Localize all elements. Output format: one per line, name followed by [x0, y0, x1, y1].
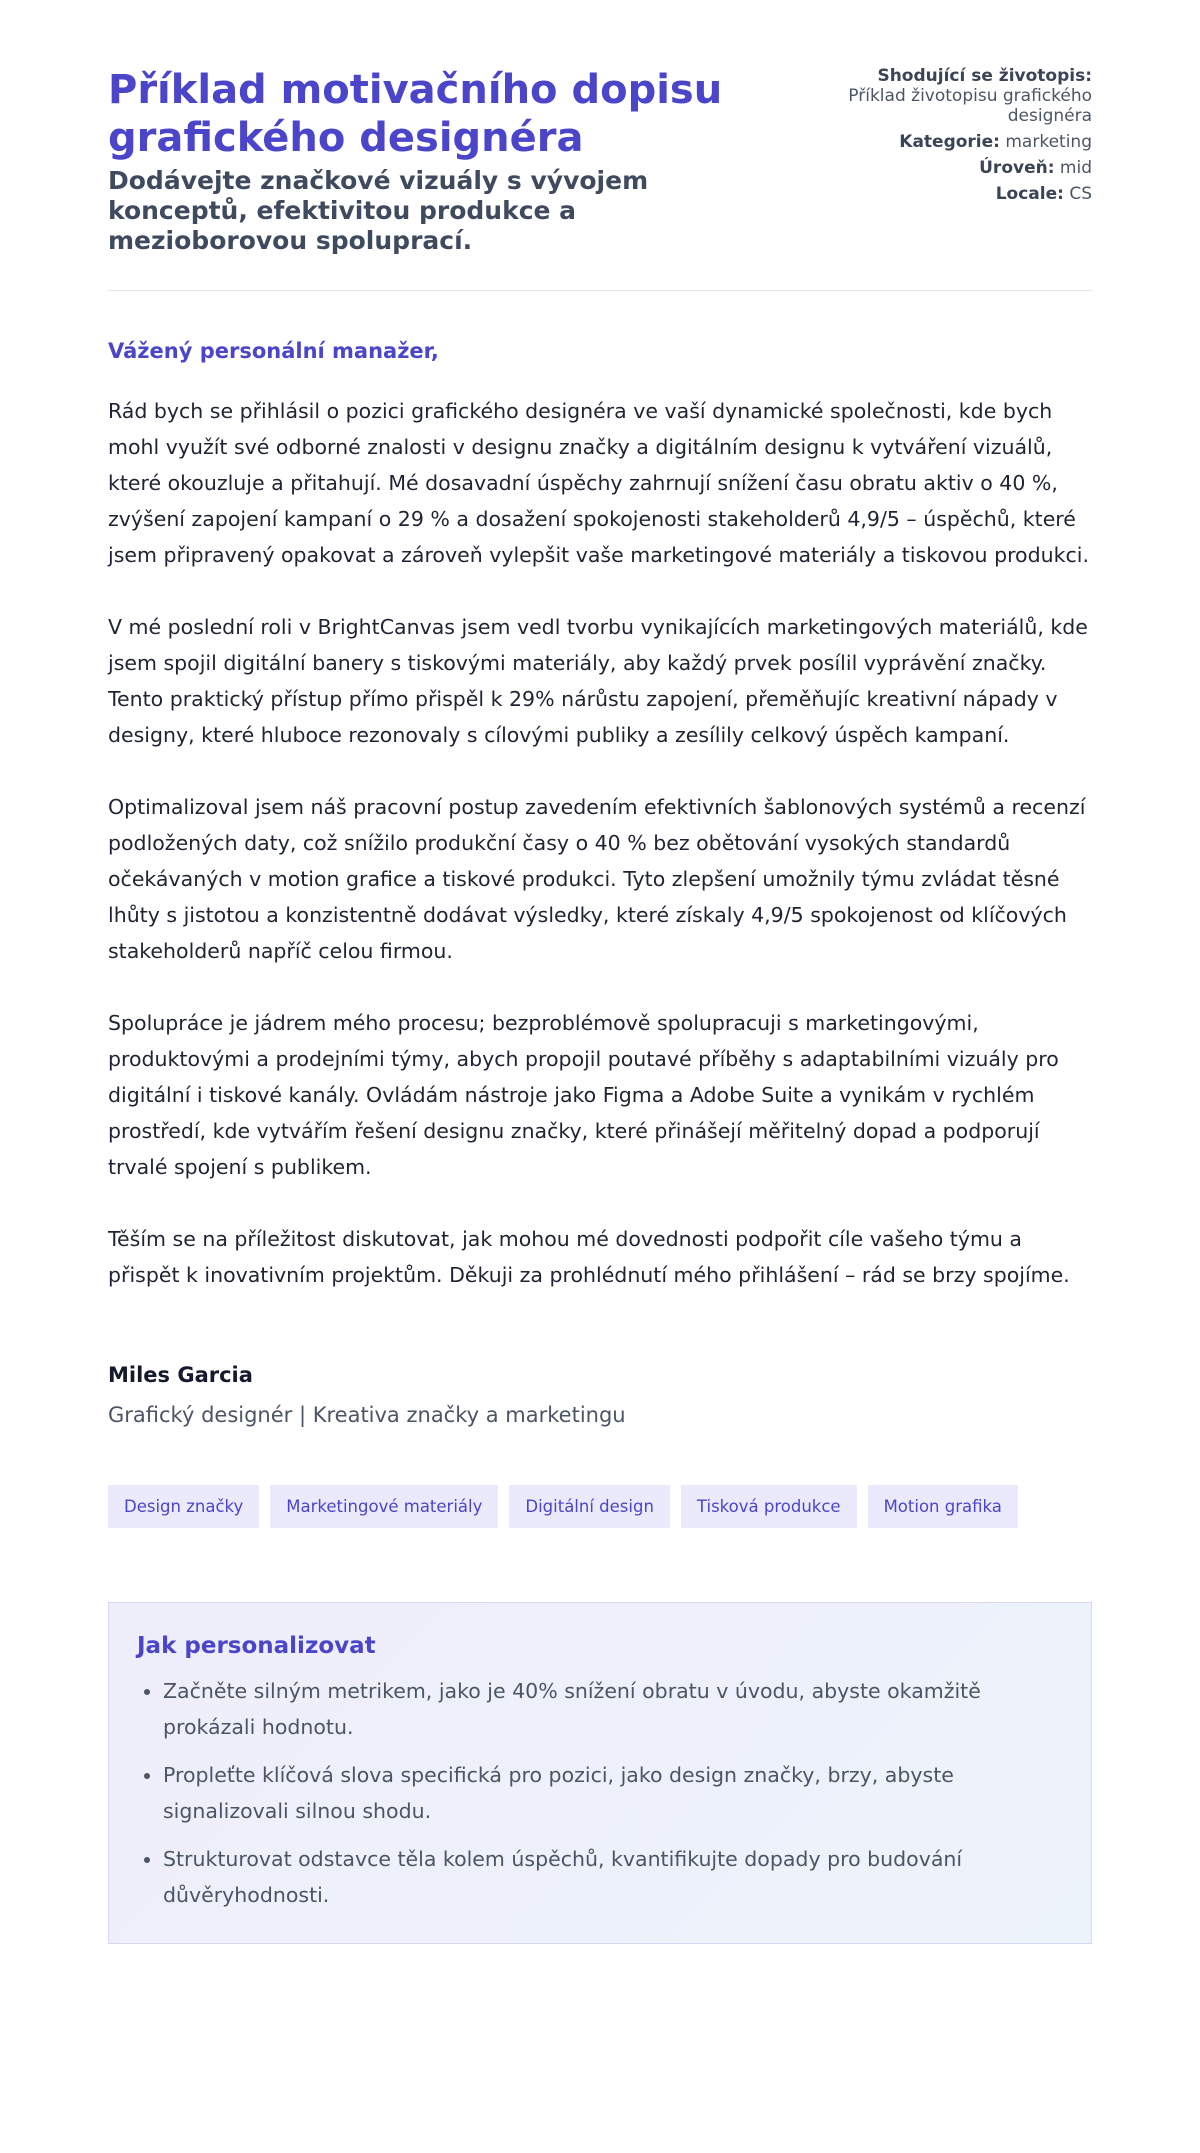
personalization-tips	[108, 1602, 1092, 1944]
meta-category	[792, 132, 1092, 152]
tip-item: • Propleťte klíčová slova specifická pro pozici, jako design značky, brzy, abyste signalizovali silnou shodu.	[163, 1757, 1063, 1829]
header-titles	[108, 66, 748, 256]
meta-matching-resume	[792, 66, 1092, 126]
tip-item: • Začněte silným metrikem, jako je 40% snížení obratu v úvodu, abyste okamžitě prokázali hodnotu.	[163, 1673, 1063, 1745]
meta-matching-resume-label: Shodující se životopis:	[877, 66, 1092, 86]
meta-panel	[792, 66, 1092, 210]
skill-tag: Motion grafika	[868, 1485, 1018, 1528]
skill-tags	[108, 1485, 1092, 1528]
page-title: Příklad motivačního dopisu grafického designéra	[108, 67, 723, 161]
skill-tag: Tisková produkce	[681, 1485, 857, 1528]
meta-level-value: mid	[1059, 158, 1092, 178]
meta-level-label: Úroveň:	[979, 158, 1055, 178]
meta-category-label: Kategorie:	[899, 132, 1000, 152]
letter-body	[108, 339, 1092, 1427]
signature-name: Miles Garcia	[108, 1363, 253, 1387]
page-header	[108, 66, 1092, 291]
skill-tag: Design značky	[108, 1485, 259, 1528]
tips-list	[137, 1673, 1063, 1913]
skill-tag: Marketingové materiály	[270, 1485, 498, 1528]
meta-matching-resume-value: Příklad životopisu grafického designéra	[848, 86, 1092, 126]
page	[108, 0, 1092, 1944]
letter-paragraph: Těším se na příležitost diskutovat, jak mohou mé dovednosti podpořit cíle vašeho týmu a přispět k inovativním projektům. Děkuji za prohlédnutí mého přihlášení – rád se brzy spojíme.	[108, 1227, 1070, 1287]
tips-title: Jak personalizovat	[137, 1633, 376, 1659]
meta-category-value: marketing	[1005, 132, 1092, 152]
letter-paragraph: Spolupráce je jádrem mého procesu; bezproblémově spolupracuji s marketingovými, produktovými a prodejními týmy, abych propojil poutavé příběhy s adaptabilními vizuály pro digitální i tiskové kanály. Ovládám nástroje jako Figma a Adobe Suite a vynikám v rychlém prostředí, kde vytvářím řešení designu značky, které přinášejí měřitelný dopad a podporují trvalé spojení s publikem.	[108, 1011, 1059, 1179]
letter-greeting: Vážený personální manažer,	[108, 339, 439, 363]
page-subtitle: Dodávejte značkové vizuály s vývojem konceptů, efektivitou produkce a mezioborovou spoluprací.	[108, 166, 649, 255]
signature-role: Grafický designér | Kreativa značky a marketingu	[108, 1403, 626, 1427]
letter-paragraph: Rád bych se přihlásil o pozici grafického designéra ve vaší dynamické společnosti, kde bych mohl využít své odborné znalosti v designu značky a digitálním designu k vytváření vizuálů, které okouzluje a přitahují. Mé dosavadní úspěchy zahrnují snížení času obratu aktiv o 40 %, zvýšení zapojení kampaní o 29 % a dosažení spokojenosti stakeholderů 4,9/5 – úspěchů, které jsem připravený opakovat a zároveň vylepšit vaše marketingové materiály a tiskovou produkci.	[108, 399, 1089, 567]
meta-locale	[792, 184, 1092, 204]
letter-paragraph: Optimalizoval jsem náš pracovní postup zavedením efektivních šablonových systémů a recenzí podložených daty, což snížilo produkční časy o 40 % bez obětování vysokých standardů očekávaných v motion grafice a tiskové produkci. Tyto zlepšení umožnily týmu zvládat těsné lhůty s jistotou a konzistentně dodávat výsledky, které získaly 4,9/5 spokojenost od klíčových stakeholderů napříč celou firmou.	[108, 795, 1086, 963]
meta-level	[792, 158, 1092, 178]
meta-locale-value: CS	[1069, 184, 1092, 204]
letter-paragraph: V mé poslední roli v BrightCanvas jsem vedl tvorbu vynikajících marketingových materiálů, kde jsem spojil digitální banery s tiskovými materiály, aby každý prvek posílil vyprávění značky. Tento praktický přístup přímo přispěl k 29% nárůstu zapojení, přeměňujíc kreativní nápady v designy, které hluboce rezonovaly s cílovými publiky a zesílily celkový úspěch kampaní.	[108, 615, 1088, 747]
meta-locale-label: Locale:	[995, 184, 1064, 204]
tip-item: • Strukturovat odstavce těla kolem úspěchů, kvantifikujte dopady pro budování důvěryhodnosti.	[163, 1841, 1063, 1913]
skill-tag: Digitální design	[509, 1485, 670, 1528]
